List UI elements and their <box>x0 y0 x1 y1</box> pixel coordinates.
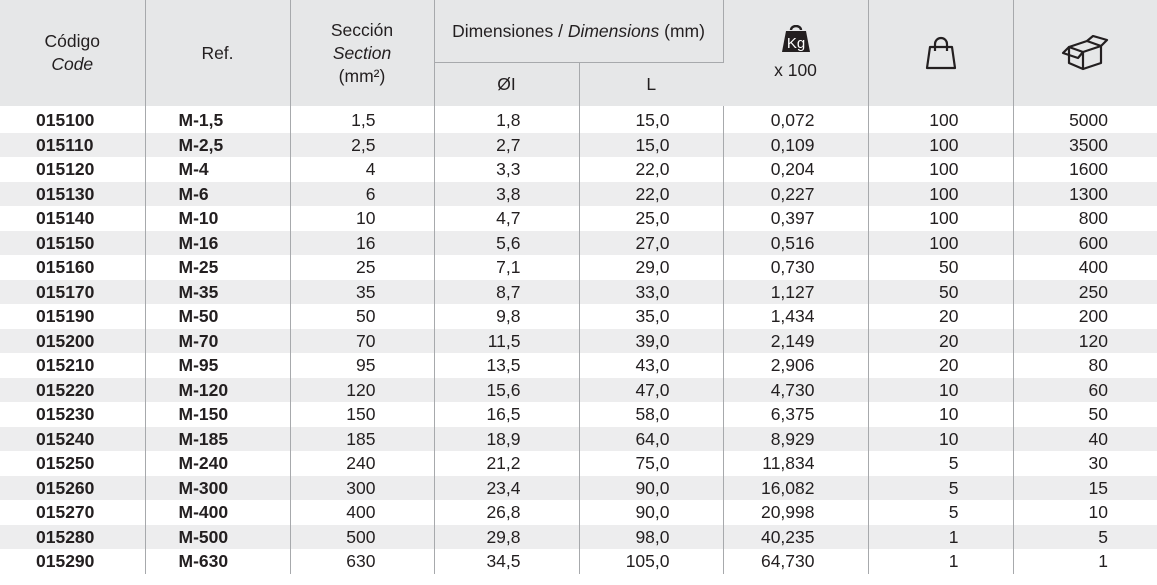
cell-diameter: 15,6 <box>434 378 579 403</box>
cell-diameter: 5,6 <box>434 231 579 256</box>
table-row <box>0 133 1157 158</box>
cell-ref: M-4 <box>145 157 290 182</box>
cell-box-qty: 40 <box>1013 427 1157 452</box>
cell-ref: M-300 <box>145 476 290 501</box>
cell-diameter: 26,8 <box>434 500 579 525</box>
cell-section: 400 <box>290 500 434 525</box>
cell-length: 25,0 <box>579 206 723 231</box>
header-dim-l-text: L <box>646 74 657 94</box>
table-row <box>0 427 1157 452</box>
cell-box-qty: 5000 <box>1069 110 1108 130</box>
cell-length: 43,0 <box>579 353 723 378</box>
cell-section: 50 <box>290 304 434 329</box>
cell-diameter: 2,7 <box>434 133 579 158</box>
cell-code: 015210 <box>0 353 145 378</box>
cell-weight: 0,204 <box>723 157 868 182</box>
cell-length: 98,0 <box>579 525 723 550</box>
cell-diameter: 16,5 <box>434 402 579 427</box>
cell-section: 630 <box>290 549 434 574</box>
cell-code: 015240 <box>0 427 145 452</box>
header-weight-unit: x 100 <box>774 59 817 80</box>
cell-bag-qty: 100 <box>868 157 1013 182</box>
cell-ref: M-400 <box>145 500 290 525</box>
table-row <box>0 206 1157 231</box>
cell-box-qty: 15 <box>1013 476 1157 501</box>
cell-box-qty: 120 <box>1013 329 1157 354</box>
cell-weight: 8,929 <box>723 427 868 452</box>
cell-bag-qty: 100 <box>868 133 1013 158</box>
cell-diameter: 11,5 <box>434 329 579 354</box>
cell-box-qty: 80 <box>1088 355 1108 375</box>
cell-section: 10 <box>290 206 434 231</box>
cell-ref: M-185 <box>145 427 290 452</box>
cell-diameter: 8,7 <box>434 280 579 305</box>
cell-weight: 4,730 <box>723 378 868 403</box>
cell-bag-qty: 10 <box>868 402 1013 427</box>
cell-section: 500 <box>290 525 434 550</box>
cell-length: 15,0 <box>579 133 723 158</box>
header-code <box>0 0 145 106</box>
cell-code: 015200 <box>0 329 145 354</box>
header-bag <box>868 0 1013 106</box>
cell-bag-qty: 20 <box>868 304 1013 329</box>
cell-section: 1,5 <box>290 106 434 133</box>
table-row <box>0 476 1157 501</box>
cell-box-qty: 1 <box>1098 551 1108 571</box>
cell-length: 33,0 <box>579 280 723 305</box>
cell-bag-qty: 100 <box>868 182 1013 207</box>
cell-section: 6 <box>290 182 434 207</box>
cell-length: 22,0 <box>579 157 723 182</box>
weight-kg-icon <box>780 25 812 53</box>
table-body <box>0 106 1157 574</box>
header-weight <box>723 0 868 106</box>
table-row <box>0 255 1157 280</box>
shopping-bag-icon <box>925 36 957 70</box>
open-box-icon <box>1061 35 1109 71</box>
kg-label: Kg <box>786 34 805 52</box>
cell-weight: 64,730 <box>723 549 868 574</box>
cell-ref: M-500 <box>145 525 290 550</box>
cell-weight: 2,149 <box>723 329 868 354</box>
cell-weight: 0,397 <box>723 206 868 231</box>
header-dim-phi-text: ØI <box>497 74 516 94</box>
cell-weight: 1,434 <box>723 304 868 329</box>
table-row <box>0 451 1157 476</box>
cell-section: 70 <box>290 329 434 354</box>
cell-diameter: 13,5 <box>434 353 579 378</box>
cell-code: 015250 <box>0 451 145 476</box>
table-header <box>0 0 1157 106</box>
cell-code: 015190 <box>0 304 145 329</box>
cell-section: 150 <box>290 402 434 427</box>
cell-ref: M-240 <box>145 451 290 476</box>
cell-ref: M-16 <box>145 231 290 256</box>
cell-length: 15,0 <box>579 106 723 133</box>
cell-ref: M-50 <box>145 304 290 329</box>
cell-box-qty: 800 <box>1078 208 1108 228</box>
cell-box-qty: 10 <box>1088 502 1108 522</box>
cell-bag-qty: 10 <box>868 427 1013 452</box>
cell-weight: 0,109 <box>723 133 868 158</box>
cell-length: 75,0 <box>579 451 723 476</box>
cell-bag-qty: 20 <box>868 329 1013 354</box>
cell-ref: M-2,5 <box>145 133 290 158</box>
cell-diameter: 21,2 <box>434 451 579 476</box>
cell-box-qty: 250 <box>1013 280 1157 305</box>
header-dimensions <box>434 0 723 63</box>
table-row <box>0 402 1157 427</box>
header-box <box>1013 0 1157 106</box>
cell-length: 27,0 <box>579 231 723 256</box>
header-seccion-text: Sección <box>330 19 394 40</box>
table-row <box>0 549 1157 574</box>
cell-section: 300 <box>290 476 434 501</box>
cell-code: 015280 <box>0 525 145 550</box>
cell-ref: M-150 <box>145 402 290 427</box>
header-codigo-text: Código <box>44 31 100 51</box>
cell-diameter: 1,8 <box>434 106 579 133</box>
table-row <box>0 106 1157 133</box>
cell-weight: 1,127 <box>723 280 868 305</box>
cell-length: 58,0 <box>579 402 723 427</box>
cell-section: 16 <box>290 231 434 256</box>
cell-bag-qty: 20 <box>868 353 1013 378</box>
header-dim-en: Dimensions <box>567 20 660 41</box>
cell-code: 015170 <box>0 280 145 305</box>
table-row <box>0 378 1157 403</box>
cell-diameter: 7,1 <box>434 255 579 280</box>
cell-code: 015230 <box>0 402 145 427</box>
cell-diameter: 9,8 <box>434 304 579 329</box>
cell-box-qty: 600 <box>1013 231 1157 256</box>
cell-ref: M-6 <box>145 182 290 207</box>
header-code-text: Code <box>51 54 94 74</box>
header-section-unit: (mm²) <box>338 65 386 86</box>
cell-weight: 6,375 <box>723 402 868 427</box>
cell-ref: M-95 <box>145 353 290 378</box>
table-row <box>0 182 1157 207</box>
cell-length: 90,0 <box>579 500 723 525</box>
cell-ref: M-630 <box>145 549 290 574</box>
cell-weight: 16,082 <box>723 476 868 501</box>
table-row <box>0 353 1157 378</box>
table-row <box>0 280 1157 305</box>
cell-box-qty: 1600 <box>1069 159 1108 179</box>
cell-box-qty: 5 <box>1013 525 1157 550</box>
cell-diameter: 18,9 <box>434 427 579 452</box>
cell-box-qty: 1300 <box>1013 182 1157 207</box>
cell-box-qty: 400 <box>1078 257 1108 277</box>
cell-weight: 0,227 <box>723 182 868 207</box>
cell-code: 015160 <box>0 255 145 280</box>
table-row <box>0 525 1157 550</box>
cell-bag-qty: 1 <box>868 549 1013 574</box>
cell-length: 29,0 <box>579 255 723 280</box>
cell-diameter: 34,5 <box>434 549 579 574</box>
cell-ref: M-35 <box>145 280 290 305</box>
cell-bag-qty: 5 <box>868 500 1013 525</box>
header-dim-l <box>579 63 723 107</box>
cell-section: 35 <box>290 280 434 305</box>
cell-diameter: 29,8 <box>434 525 579 550</box>
cell-weight: 0,072 <box>723 106 868 133</box>
cell-weight: 0,730 <box>723 255 868 280</box>
cell-length: 64,0 <box>579 427 723 452</box>
cell-diameter: 23,4 <box>434 476 579 501</box>
cell-ref: M-70 <box>145 329 290 354</box>
cell-bag-qty: 5 <box>868 451 1013 476</box>
cell-section: 95 <box>290 353 434 378</box>
header-dim-unit: (mm) <box>659 20 705 41</box>
cell-weight: 20,998 <box>723 500 868 525</box>
cell-weight: 11,834 <box>723 451 868 476</box>
table-row <box>0 157 1157 182</box>
header-dim-phi <box>434 63 579 107</box>
cell-section: 25 <box>290 255 434 280</box>
cell-ref: M-25 <box>145 255 290 280</box>
cell-section: 120 <box>290 378 434 403</box>
cell-diameter: 3,8 <box>434 182 579 207</box>
cell-section: 4 <box>290 157 434 182</box>
cell-length: 22,0 <box>579 182 723 207</box>
cell-section: 185 <box>290 427 434 452</box>
table-row <box>0 231 1157 256</box>
cell-length: 35,0 <box>579 304 723 329</box>
table-row <box>0 329 1157 354</box>
cell-ref: M-1,5 <box>145 106 290 133</box>
header-ref-text: Ref. <box>201 42 234 63</box>
cell-ref: M-10 <box>145 206 290 231</box>
cell-section: 240 <box>290 451 434 476</box>
cell-box-qty: 50 <box>1088 404 1108 424</box>
cell-code: 015130 <box>0 182 145 207</box>
cell-box-qty: 200 <box>1078 306 1108 326</box>
cell-weight: 0,516 <box>723 231 868 256</box>
table-row <box>0 304 1157 329</box>
cell-weight: 40,235 <box>723 525 868 550</box>
cell-bag-qty: 50 <box>868 255 1013 280</box>
cell-length: 47,0 <box>579 378 723 403</box>
header-ref <box>145 0 290 106</box>
cell-bag-qty: 5 <box>868 476 1013 501</box>
cell-code: 015150 <box>0 231 145 256</box>
cell-bag-qty: 50 <box>868 280 1013 305</box>
cell-ref: M-120 <box>145 378 290 403</box>
cell-length: 105,0 <box>579 549 723 574</box>
cell-weight: 2,906 <box>723 353 868 378</box>
cell-diameter: 4,7 <box>434 206 579 231</box>
cell-bag-qty: 100 <box>868 206 1013 231</box>
cell-code: 015110 <box>0 133 145 158</box>
cell-bag-qty: 1 <box>868 525 1013 550</box>
cell-code: 015290 <box>0 549 145 574</box>
cell-length: 39,0 <box>579 329 723 354</box>
cell-diameter: 3,3 <box>434 157 579 182</box>
cell-code: 015220 <box>0 378 145 403</box>
cell-bag-qty: 100 <box>868 231 1013 256</box>
cell-length: 90,0 <box>579 476 723 501</box>
cell-bag-qty: 10 <box>868 378 1013 403</box>
cell-bag-qty: 100 <box>868 106 1013 133</box>
cell-box-qty: 60 <box>1013 378 1157 403</box>
header-section-text: Section <box>332 42 392 63</box>
cell-code: 015120 <box>0 157 145 182</box>
cell-box-qty: 30 <box>1088 453 1108 473</box>
table-row <box>0 500 1157 525</box>
cell-code: 015260 <box>0 476 145 501</box>
cell-code: 015140 <box>0 206 145 231</box>
header-section <box>290 0 434 106</box>
header-dim-es: Dimensiones / <box>452 20 568 41</box>
cell-code: 015100 <box>0 106 145 133</box>
cell-box-qty: 3500 <box>1013 133 1157 158</box>
cell-code: 015270 <box>0 500 145 525</box>
cell-section: 2,5 <box>290 133 434 158</box>
